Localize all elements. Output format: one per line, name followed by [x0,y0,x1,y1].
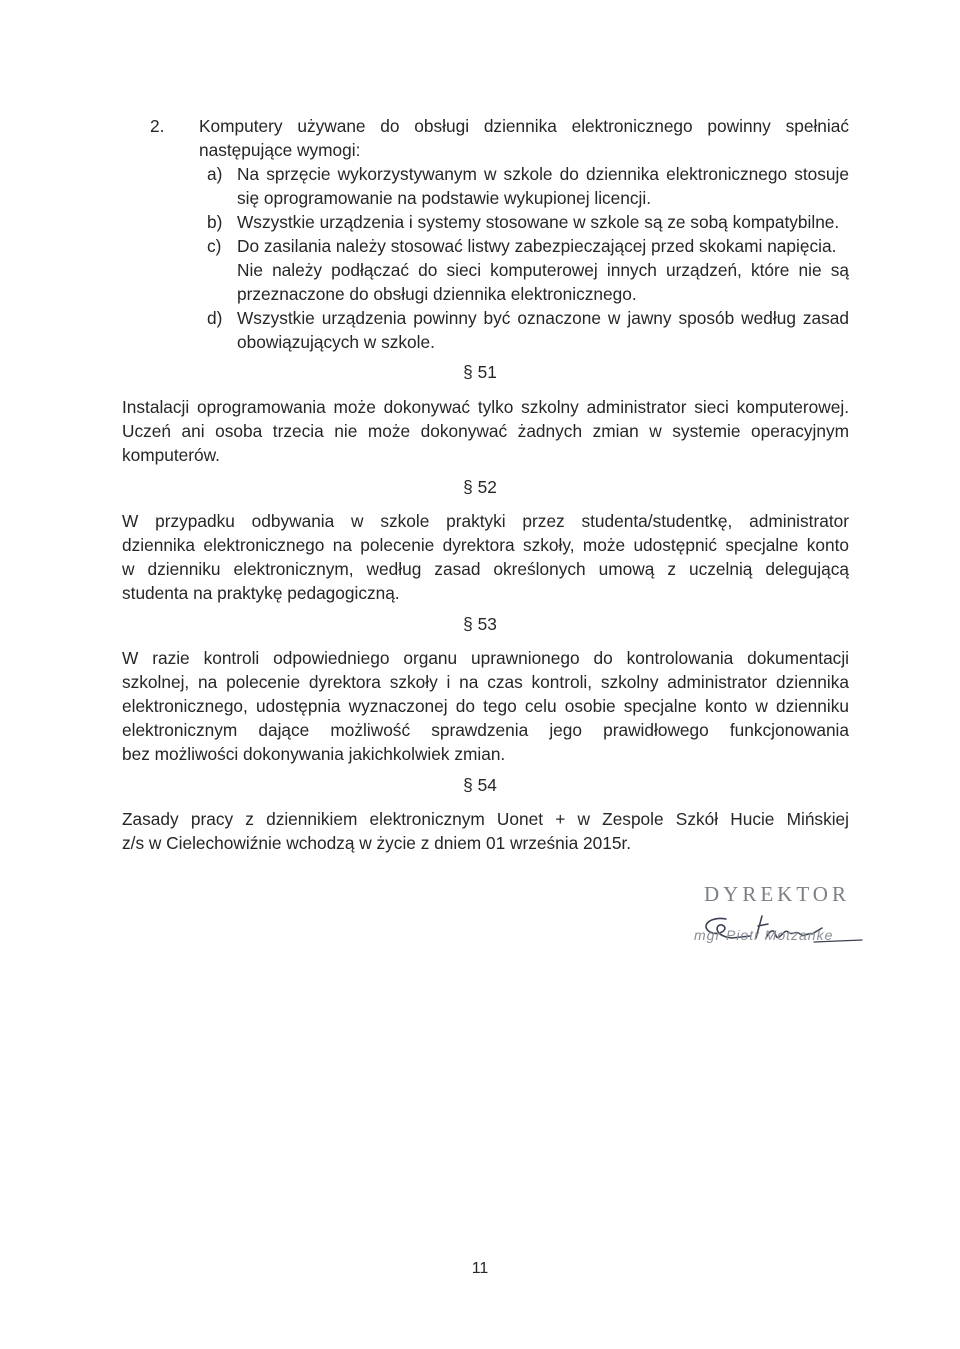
section-53-line-4: elektronicznym dające możliwość sprawdzenia jego prawidłowego funkcjonowania [122,720,849,740]
item-d-line-2: obowiązujących w szkole. [237,332,435,352]
item-a-label: a) [207,164,223,184]
item-c-label: c) [207,236,222,256]
section-54-title: § 54 [463,775,497,795]
item-2-number: 2. [150,116,165,136]
item-2-text-line-1: Komputery używane do obsługi dziennika elektronicznego powinny spełniać [199,116,849,136]
section-52-line-4: studenta na praktykę pedagogiczną. [122,583,400,603]
item-a-line-2: się oprogramowanie na podstawie wykupionej licencji. [237,188,652,208]
section-51-line-1: Instalacji oprogramowania może dokonywać tylko szkolny administrator sieci komputerowej. [122,397,849,417]
section-54-line-1: Zasady pracy z dziennikiem elektronicznym Uonet + w Zespole Szkół Hucie Mińskiej [122,809,849,829]
item-a-line-1: Na sprzęcie wykorzystywanym w szkole do dziennika elektronicznego stosuje [237,164,849,184]
item-d-label: d) [207,308,223,328]
item-c-line-3: przeznaczone do obsługi dziennika elektronicznego. [237,284,637,304]
section-52-title: § 52 [463,477,497,497]
section-52-line-1: W przypadku odbywania w szkole praktyki przez studenta/studentkę, administrator [122,511,849,531]
item-d-line-1: Wszystkie urządzenia powinny być oznaczone w jawny sposób według zasad [237,308,849,328]
section-53-title: § 53 [463,614,497,634]
section-52-line-3: w dzienniku elektronicznym, według zasad określonych umową z uczelnią delegującą [122,559,849,579]
section-53-line-3: elektronicznego, udostępnia wyznaczonej do tego celu osobie specjalne konto w dzienniku [122,696,849,716]
section-53-line-1: W razie kontroli odpowiedniego organu uprawnionego do kontrolowania dokumentacji [122,648,849,668]
item-c-line-1: Do zasilania należy stosować listwy zabezpieczającej przed skokami napięcia. [237,236,837,256]
section-52-line-2: dziennika elektronicznego na polecenie dyrektora szkoły, może udostępnić specjalne konto [122,535,849,555]
item-2-text-line-2: następujące wymogi: [199,140,361,160]
item-b-label: b) [207,212,223,232]
section-51-line-3: komputerów. [122,445,220,465]
page-number: 11 [471,1260,489,1277]
section-51-line-2: Uczeń ani osoba trzecia nie może dokonywać żadnych zmian w systemie operacyjnym [122,421,849,441]
director-stamp-title: DYREKTOR [704,882,850,906]
section-53-line-2: szkolnej, na polecenie dyrektora szkoły i na czas kontroli, szkolny administrator dziennika [122,672,849,692]
director-name-stamp: mgr Piotr Motzanke [694,927,834,943]
section-53-line-5: bez możliwości dokonywania jakichkolwiek zmian. [122,744,506,764]
section-54-line-2: z/s w Cielechowiźnie wchodzą w życie z dniem 01 września 2015r. [122,833,632,853]
item-c-line-2: Nie należy podłączać do sieci komputerowej innych urządzeń, które nie są [237,260,849,280]
item-b-line-1: Wszystkie urządzenia i systemy stosowane w szkole są ze sobą kompatybilne. [237,212,840,232]
section-51-title: § 51 [463,362,497,382]
